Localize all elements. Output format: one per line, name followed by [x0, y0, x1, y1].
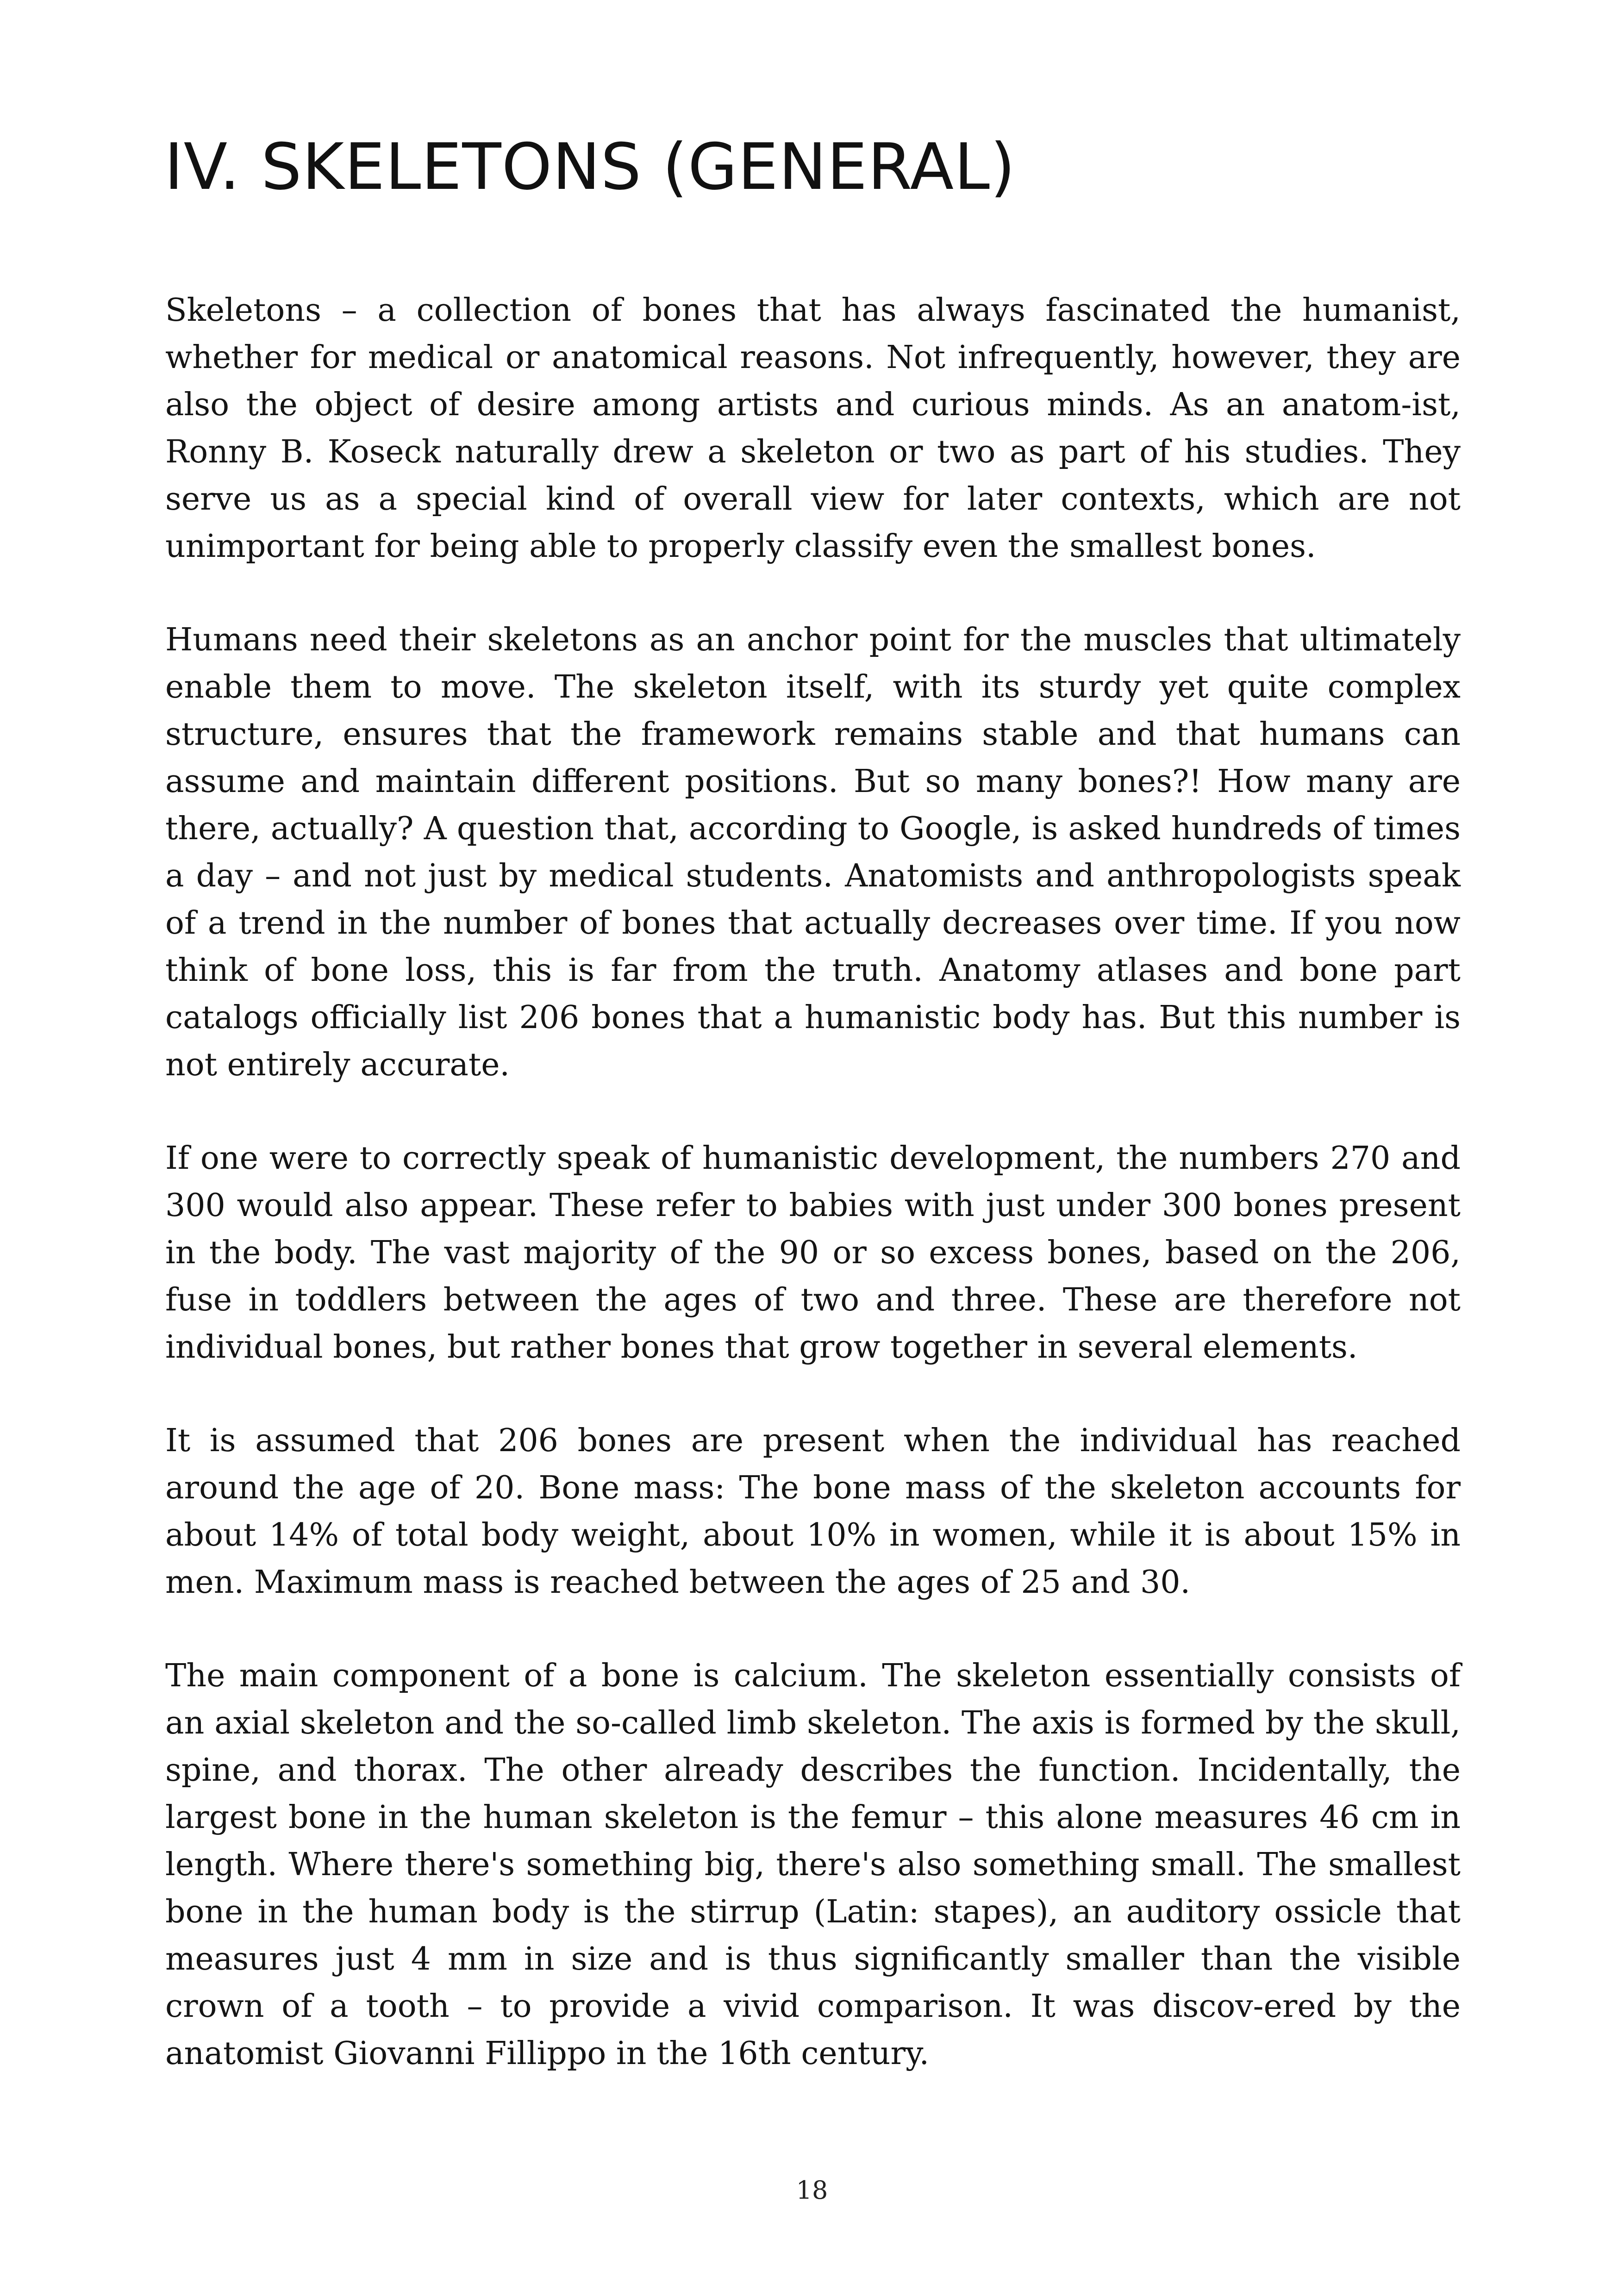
paragraph-4: It is assumed that 206 bones are present when the individual has reached around the age of 20. Bone mass: The bone mass of the skeleton accounts for about 14% of total body weight, about 10% in women, while it is about 15% in men. Maximum mass is reached between the ages of 25 and 30. [165, 1422, 1461, 1601]
page-number: 18 [796, 2176, 828, 2205]
paragraph-5: The main component of a bone is calcium. The skeleton essentially consists of an axial skeleton and the so-called limb skeleton. The axis is formed by the skull, spine, and thorax. The other already describes the function. Incidentally, the largest bone in the human skeleton is the femur – this alone measures 46 cm in length. Where there's something big, there's also something small. The smallest bone in the human body is the stirrup (Latin: stapes), an auditory ossicle that measures just 4 mm in size and is thus significantly smaller than the visible crown of a tooth – to provide a vivid comparison. It was discov-ered by the anatomist Giovanni Fillippo in the 16th century. [165, 1658, 1461, 2072]
paragraph-2: Humans need their skeletons as an anchor point for the muscles that ultimately enable them to move. The skeleton itself, with its sturdy yet quite complex structure, ensures that the framework remains stable and that humans can assume and maintain different positions. But so many bones?! How many are there, actually? A question that, according to Google, is asked hundreds of times a day – and not just by medical students. Anatomists and anthropologists speak of a trend in the number of bones that actually decreases over time. If you now think of bone loss, this is far from the truth. Anatomy atlases and bone part catalogs officially list 206 bones that a humanistic body has. But this number is not entirely accurate. [165, 622, 1461, 1083]
chapter-title: IV. SKELETONS (GENERAL) [164, 130, 1016, 204]
body-text [165, 287, 1461, 2124]
paragraph-3: If one were to correctly speak of humanistic development, the numbers 270 and 300 would also appear. These refer to babies with just under 300 bones present in the body. The vast majority of the 90 or so excess bones, based on the 206, fuse in toddlers between the ages of two and three. These are therefore not individual bones, but rather bones that grow together in several elements. [165, 1140, 1461, 1366]
paragraph-1: Skeletons – a collection of bones that has always fascinated the humanist, whether for medical or anatomical reasons. Not infrequently, however, they are also the object of desire among artists and curious minds. As an anatom-ist, Ronny B. Koseck naturally drew a skeleton or two as part of his studies. They serve us as a special kind of overall view for later contexts, which are not unimportant for being able to properly classify even the smallest bones. [165, 292, 1461, 565]
